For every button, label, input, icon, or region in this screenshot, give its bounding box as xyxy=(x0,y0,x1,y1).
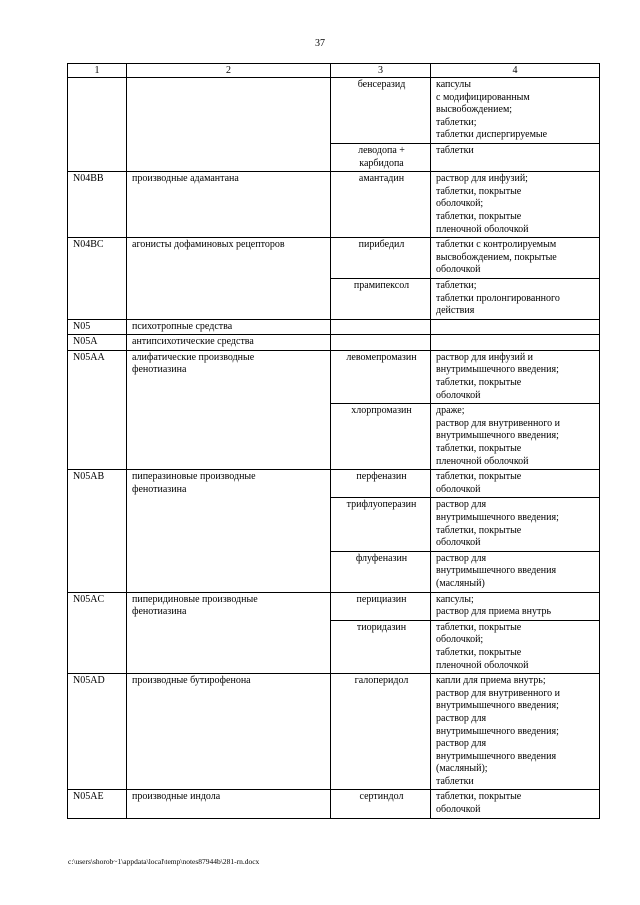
drug-name-cell: трифлуоперазин xyxy=(331,498,431,551)
dosage-forms-cell: таблетки, покрытые оболочкой xyxy=(431,470,600,498)
header-cell-1: 1 xyxy=(68,64,127,78)
file-path-footer: c:\users\shorob~1\appdata\local\temp\notes87944b\281-rn.docx xyxy=(68,857,260,866)
dosage-forms-cell: капли для приема внутрь; раствор для внутривенного и внутримышечного введения; раствор для внутримышечного введения; раствор для внутримышечного введения (масляный); таблетки xyxy=(431,674,600,790)
drug-name-cell: тиоридазин xyxy=(331,620,431,673)
dosage-forms-cell: таблетки xyxy=(431,143,600,171)
drug-table-body xyxy=(68,64,600,819)
atc-code-cell: N05AE xyxy=(68,790,127,818)
group-name-cell: алифатические производные фенотиазина xyxy=(127,350,331,469)
drug-name-cell: пирибедил xyxy=(331,238,431,279)
table-header-row xyxy=(68,64,600,78)
group-name-cell xyxy=(127,78,331,172)
atc-code-cell: N05AA xyxy=(68,350,127,469)
dosage-forms-cell: таблетки, покрытые оболочкой xyxy=(431,790,600,818)
drug-name-cell: перициазин xyxy=(331,592,431,620)
table-row xyxy=(68,172,600,238)
drug-name-cell: галоперидол xyxy=(331,674,431,790)
drug-name-cell: перфеназин xyxy=(331,470,431,498)
table-row xyxy=(68,592,600,620)
header-cell-3: 3 xyxy=(331,64,431,78)
drug-name-cell: левомепромазин xyxy=(331,350,431,403)
drug-name-cell xyxy=(331,335,431,351)
drug-name-cell: леводопа + карбидопа xyxy=(331,143,431,171)
dosage-forms-cell xyxy=(431,335,600,351)
drug-name-cell: сертиндол xyxy=(331,790,431,818)
group-name-cell: пиперазиновые производные фенотиазина xyxy=(127,470,331,592)
drug-name-cell: бенсеразид xyxy=(331,78,431,144)
group-name-cell: антипсихотические средства xyxy=(127,335,331,351)
drug-name-cell: хлорпромазин xyxy=(331,404,431,470)
dosage-forms-cell: капсулы; раствор для приема внутрь xyxy=(431,592,600,620)
dosage-forms-cell: раствор для внутримышечного введения; таблетки, покрытые оболочкой xyxy=(431,498,600,551)
dosage-forms-cell: раствор для внутримышечного введения (масляный) xyxy=(431,551,600,592)
dosage-forms-cell: капсулы с модифицированным высвобождением; таблетки; таблетки диспергируемые xyxy=(431,78,600,144)
table-row xyxy=(68,470,600,498)
table-row xyxy=(68,335,600,351)
dosage-forms-cell: таблетки, покрытые оболочкой; таблетки, покрытые пленочной оболочкой xyxy=(431,620,600,673)
dosage-forms-cell: таблетки; таблетки пролонгированного действия xyxy=(431,278,600,319)
group-name-cell: агонисты дофаминовых рецепторов xyxy=(127,238,331,320)
dosage-forms-cell: раствор для инфузий и внутримышечного введения; таблетки, покрытые оболочкой xyxy=(431,350,600,403)
atc-code-cell: N05 xyxy=(68,319,127,335)
drug-name-cell: амантадин xyxy=(331,172,431,238)
group-name-cell: производные адамантана xyxy=(127,172,331,238)
table-row xyxy=(68,674,600,790)
header-cell-4: 4 xyxy=(431,64,600,78)
atc-code-cell: N04BB xyxy=(68,172,127,238)
dosage-forms-cell xyxy=(431,319,600,335)
atc-code-cell: N04BC xyxy=(68,238,127,320)
atc-code-cell: N05A xyxy=(68,335,127,351)
drug-name-cell: прамипексол xyxy=(331,278,431,319)
atc-code-cell xyxy=(68,78,127,172)
table-row xyxy=(68,319,600,335)
dosage-forms-cell: таблетки с контролируемым высвобождением, покрытые оболочкой xyxy=(431,238,600,279)
atc-code-cell: N05AC xyxy=(68,592,127,674)
dosage-forms-cell: раствор для инфузий; таблетки, покрытые оболочкой; таблетки, покрытые пленочной оболочкой xyxy=(431,172,600,238)
table-row xyxy=(68,238,600,279)
atc-code-cell: N05AB xyxy=(68,470,127,592)
group-name-cell: производные бутирофенона xyxy=(127,674,331,790)
drug-name-cell: флуфеназин xyxy=(331,551,431,592)
atc-code-cell: N05AD xyxy=(68,674,127,790)
drug-table xyxy=(67,63,600,819)
dosage-forms-cell: драже; раствор для внутривенного и внутримышечного введения; таблетки, покрытые пленочной оболочкой xyxy=(431,404,600,470)
table-row xyxy=(68,350,600,403)
table-row xyxy=(68,78,600,144)
table-row xyxy=(68,790,600,818)
header-cell-2: 2 xyxy=(127,64,331,78)
drug-name-cell xyxy=(331,319,431,335)
group-name-cell: пиперидиновые производные фенотиазина xyxy=(127,592,331,674)
group-name-cell: психотропные средства xyxy=(127,319,331,335)
page-number: 37 xyxy=(315,38,325,49)
group-name-cell: производные индола xyxy=(127,790,331,818)
